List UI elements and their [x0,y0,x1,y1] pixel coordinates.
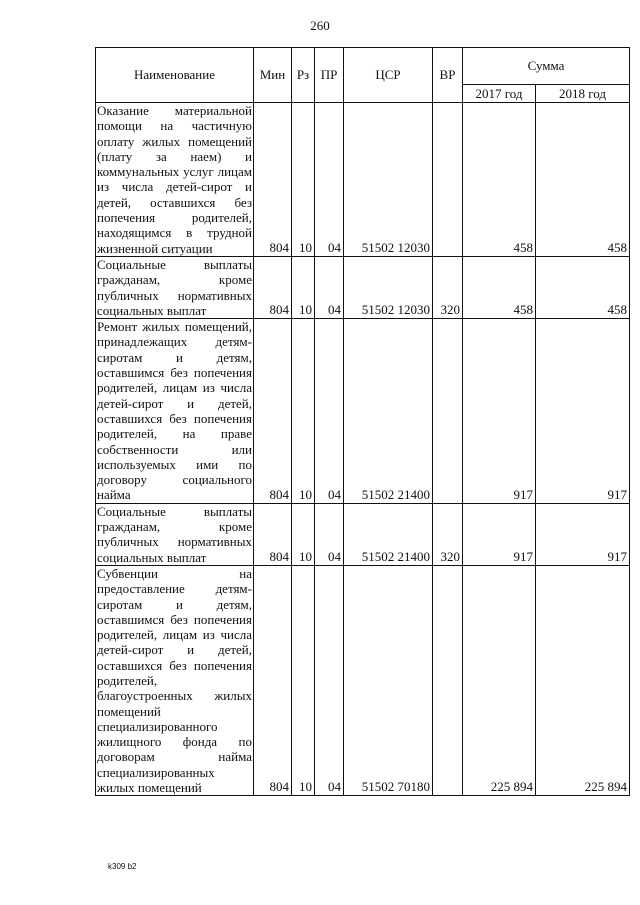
row-rz: 10 [292,319,315,504]
row-sum-2018: 917 [536,319,630,504]
header-pr: ПР [315,48,344,103]
header-vr: ВР [433,48,463,103]
row-pr: 04 [315,103,344,257]
row-pr: 04 [315,503,344,565]
row-csr: 51502 21400 [344,503,433,565]
row-rz: 10 [292,103,315,257]
header-csr: ЦСР [344,48,433,103]
row-vr: 320 [433,503,463,565]
row-csr: 51502 70180 [344,565,433,795]
row-name: Социальные выплаты гражданам, кроме публичных нормативных социальных выплат [97,503,252,565]
row-csr: 51502 12030 [344,256,433,318]
footer-code: k309 b2 [108,862,137,871]
table-row [96,503,630,565]
header-min: Мин [254,48,292,103]
row-name: Оказание материальной помощи на частичную оплату жилых помещений (плату за наем) и коммунальных услуг лицам из числа детей-сирот и детей, оставшихся без попечения родителей, находящимся в трудной жизненной ситуации [97,103,252,256]
row-rz: 10 [292,256,315,318]
row-csr: 51502 12030 [344,103,433,257]
row-rz: 10 [292,503,315,565]
row-min: 804 [254,503,292,565]
row-min: 804 [254,256,292,318]
row-sum-2017: 458 [463,103,536,257]
table-row [96,565,630,795]
row-min: 804 [254,565,292,795]
row-vr [433,319,463,504]
budget-table [95,47,630,796]
header-name: Наименование [96,48,254,103]
row-name: Ремонт жилых помещений, принадлежащих детям-сиротам и детям, оставшимся без попечения родителей, лицам из числа детей-сирот и детей, оставшихся без попечения родителей, на праве собственности или используемых ими по договору социального найма [97,319,252,503]
row-sum-2018: 225 894 [536,565,630,795]
row-sum-2018: 917 [536,503,630,565]
header-sum: Сумма [463,48,630,85]
row-sum-2017: 917 [463,503,536,565]
row-pr: 04 [315,319,344,504]
row-pr: 04 [315,565,344,795]
row-sum-2018: 458 [536,256,630,318]
row-sum-2017: 225 894 [463,565,536,795]
row-min: 804 [254,319,292,504]
row-sum-2018: 458 [536,103,630,257]
header-year-2018: 2018 год [536,85,630,103]
row-vr [433,103,463,257]
row-pr: 04 [315,256,344,318]
row-vr [433,565,463,795]
table-row [96,256,630,318]
page-number: 260 [310,18,330,33]
row-sum-2017: 458 [463,256,536,318]
row-sum-2017: 917 [463,319,536,504]
row-rz: 10 [292,565,315,795]
row-vr: 320 [433,256,463,318]
header-rz: Рз [292,48,315,103]
table-row [96,103,630,257]
row-min: 804 [254,103,292,257]
table-row [96,319,630,504]
row-name: Социальные выплаты гражданам, кроме публичных нормативных социальных выплат [97,256,252,318]
row-name: Субвенции на предоставление детям-сиротам и детям, оставшимся без попечения родителей, лицам из числа детей-сирот и детей, оставшихся без попечения родителей, благоустроенных жилых помещений специализированного жилищного фонда по договорам найма специализированных жилых помещений [97,565,252,796]
row-csr: 51502 21400 [344,319,433,504]
header-year-2017: 2017 год [463,85,536,103]
